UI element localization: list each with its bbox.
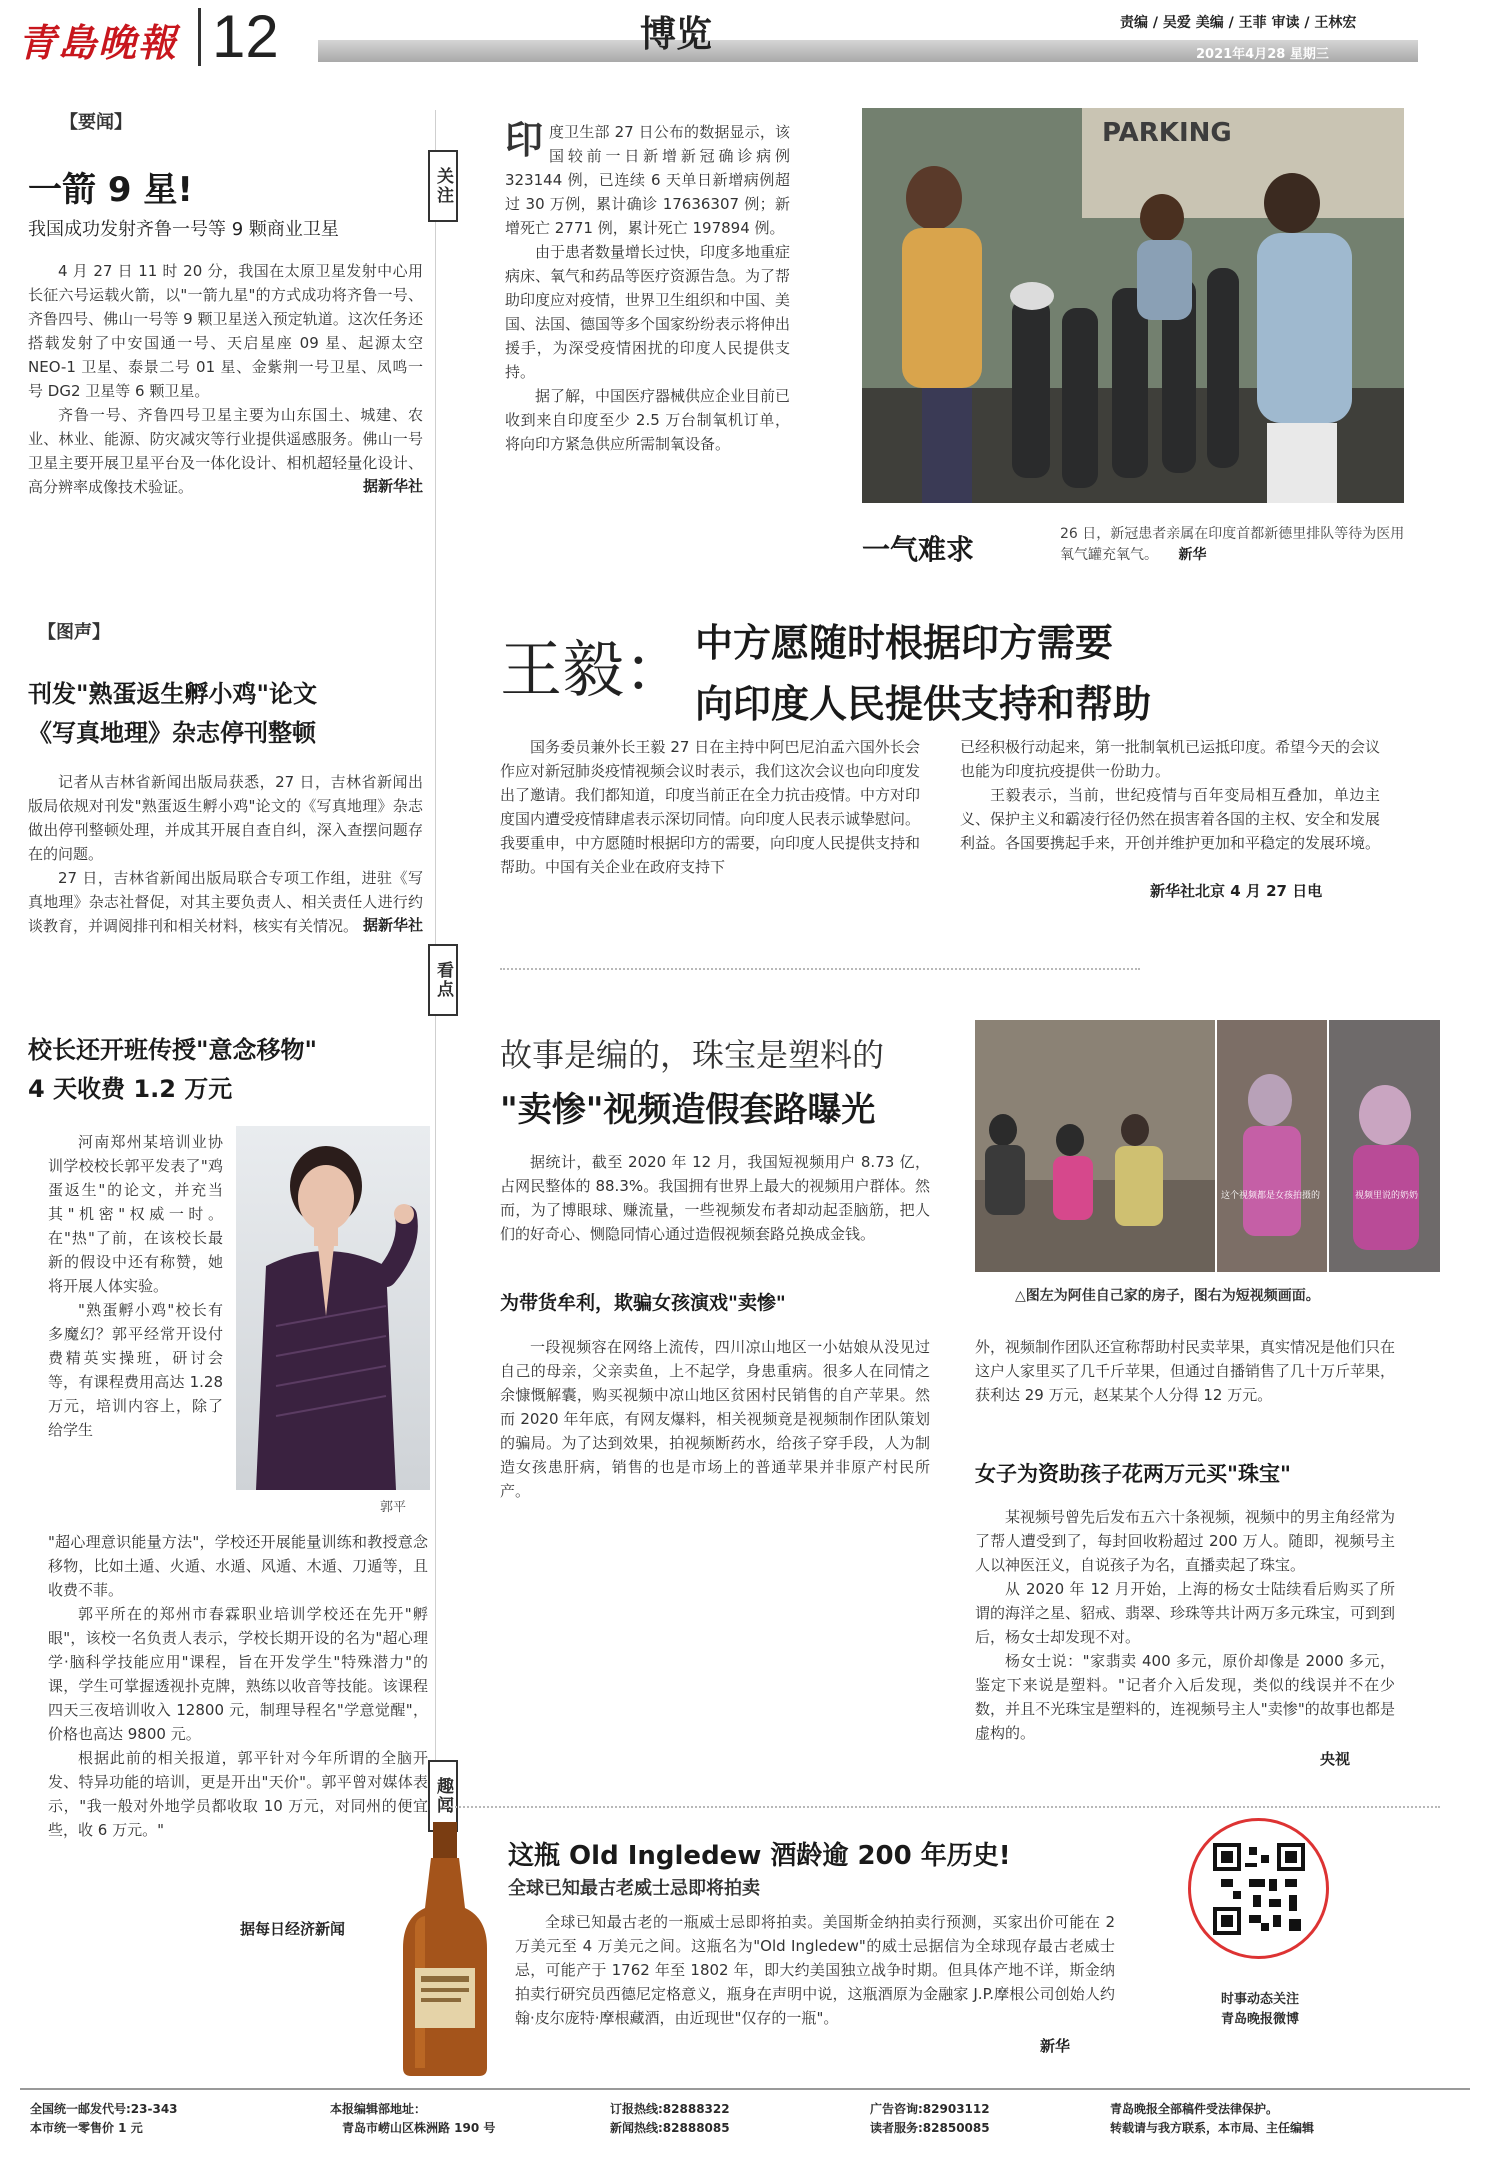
india-headline	[695, 612, 1151, 728]
footer-line: 本市统一零售价 1 元	[30, 2121, 143, 2136]
footer-rule	[20, 2088, 1470, 2090]
paper-logo: 青島晚報	[18, 20, 179, 65]
photo-caption	[1060, 524, 1410, 566]
footer-col	[30, 2100, 178, 2138]
drop-cap: 印	[505, 118, 544, 162]
principal-photo	[236, 1126, 430, 1490]
photo-title: 一气难求	[862, 533, 975, 566]
principal-narrow-text	[48, 1130, 223, 1442]
india-paragraph-text: 度卫生部 27 日公布的数据显示，该国较前一日新增新冠确诊病例 323144 例，已连续 6 天单日新增病例超过 30 万例，累计确诊 17636307 例；新增死亡 2771 例，累计死亡 197894 例。	[505, 123, 790, 237]
video-photo-illustration	[975, 1020, 1440, 1272]
india-story-paragraph: 国务委员兼外长王毅 27 日在主持中阿巴尼泊孟六国外长会作应对新冠肺炎疫情视频会议时表示，我们这次会议也向印度发出了邀请。我们都知道，印度当前正在全力抗击疫情。中方对印度国内遭受疫情肆虐表示深切同情。向印度人民表示诚挚慰问。我要重申，中方愿随时根据印方的需要，向印度人民提供支持和帮助。中国有关企业在政府支持下	[500, 738, 921, 876]
india-story-paragraph: 王毅表示，当前，世纪疫情与百年变局相互叠加，单边主义、保护主义和霸凌行径仍然在损害着各国的主权、安全和发展利益。各国要携起手来，开创并维护更加和平稳定的发展环境。	[960, 786, 1381, 852]
tag-quwen: 趣闻	[428, 1760, 458, 1832]
india-paragraph: 由于患者数量增长过快，印度多地重症病床、氧气和药品等医疗资源告急。为了帮助印度应对疫情，世界卫生组织和中国、美国、法国、德国等多个国家纷纷表示将伸出援手，为深受疫情困扰的印度人民提供支持。	[505, 243, 791, 381]
masthead-divider	[198, 8, 201, 66]
brief-paragraph: 齐鲁一号、齐鲁四号卫星主要为山东国土、城建、农业、林业、能源、防灾减灾等行业提供遥感服务。佛山一号卫星主要开展卫星平台及一体化设计、相机超轻量化设计、高分辨率成像技术验证。	[28, 406, 423, 496]
video-headline-line1: 故事是编的，珠宝是塑料的	[500, 1036, 885, 1074]
photo-credit: 新华	[1178, 547, 1207, 563]
footer-line: 本报编辑部地址：	[330, 2102, 427, 2116]
paper-paragraph: 27 日，吉林省新闻出版局联合专项工作组，进驻《写真地理》杂志社督促，对其主要负责人、相关责任人进行约谈教育，并调阅排刊和相关材料，核实有关情况。	[28, 869, 423, 935]
video-col2	[975, 1335, 1395, 1407]
principal-portrait-illustration	[236, 1126, 430, 1490]
video-paragraph: 外，视频制作团队还宣称帮助村民卖苹果，真实情况是他们只在这户人家里买了几千斤苹果，但通过自播销售了几十万斤苹果，获利达 29 万元，赵某某个人分得 12 万元。	[975, 1338, 1396, 1404]
whisky-subhead: 全球已知最古老威士忌即将拍卖	[508, 1878, 760, 1899]
india-headline-line1: 中方愿随时根据印方需要	[695, 621, 1114, 665]
paper-paragraph: 记者从吉林省新闻出版局获悉，27 日，吉林省新闻出版局依规对刊发"熟蛋返生孵小鸡"论文的《写真地理》杂志做出停刊整顿处理，并成其开展自查自纠，深入查摆问题存在的问题。	[28, 773, 423, 863]
section-tag: 【要闻】	[60, 112, 132, 133]
video-col1	[500, 1335, 930, 1503]
principal-paragraph: "熟蛋孵小鸡"校长有多魔幻？郭平经常开设付费精英实操班，研讨会等，有课程费用高达 1.28 万元，培训内容上，除了给学生	[48, 1301, 223, 1439]
qr-code-icon	[1213, 1843, 1305, 1935]
video-overlay-caption-1: 这个视频都是女孩拍摄的	[1221, 1191, 1321, 1201]
page-number: 12	[212, 3, 279, 70]
video-paragraph: 杨女士说："家翡卖 400 多元，原价却像是 2000 多元，鉴定下来说是塑料。"记者介入后发现，类似的线误并不在少数，并且不光珠宝是塑料的，连视频号主人"卖惨"的故事也都是虚构的。	[975, 1652, 1395, 1742]
photo-caption-text: 26 日，新冠患者亲属在印度首都新德里排队等待为医用氧气罐充氧气。	[1060, 526, 1405, 563]
video-intro-text: 据统计，截至 2020 年 12 月，我国短视频用户 8.73 亿，占网民整体的 88.3%。我国拥有世界上最大的视频用户群体。然而，为了博眼球、赚流量，一些视频发布者却动起歪脑筋，把人们的好奇心、恻隐同情心通过造假视频套路兑换成金钱。	[500, 1153, 930, 1243]
speaker-name: 王毅：	[500, 633, 687, 706]
video-headline-line2: "卖惨"视频造假套路曝光	[500, 1090, 876, 1130]
paper-story	[28, 618, 423, 935]
parking-sign: PARKING	[1102, 118, 1232, 148]
brief-subhead: 我国成功发射齐鲁一号等 9 颗商业卫星	[28, 219, 339, 240]
video-overlay-caption-2: 视频里说的奶奶	[1355, 1191, 1419, 1201]
paper-credit: 据新华社	[362, 916, 423, 934]
india-story-col1	[500, 735, 920, 879]
video-subhead-2: 女子为资助孩子花两万元买"珠宝"	[975, 1462, 1291, 1486]
principal-headline-line1: 校长还开班传授"意念移物"	[28, 1036, 318, 1064]
video-col2b	[975, 1505, 1395, 1745]
tag-guanzhu: 关注	[428, 150, 458, 222]
india-paragraph: 据了解，中国医疗器械供应企业目前已收到来自印度至少 2.5 万台制氧机订单，将向印方紧急供应所需制氧设备。	[505, 387, 791, 453]
oxygen-photo-illustration	[862, 108, 1404, 503]
footer-line: 广告咨询:82903112	[870, 2102, 990, 2116]
india-headline-line2: 向印度人民提供支持和帮助	[695, 682, 1152, 726]
paper-headline-line1: 刊发"熟蛋返生孵小鸡"论文	[28, 680, 318, 708]
brief-paragraph: 4 月 27 日 11 时 20 分，我国在太原卫星发射中心用长征六号运载火箭，以"一箭九星"的方式成功将齐鲁一号、齐鲁四号、佛山一号等 9 颗卫星送入预定轨道。这次任务还搭载发射了中安国通一号、天启星座 09 星、起源太空 NEO-1 卫星、泰景二号 01 星、金紫荆一号卫星、凤鸣一号 DG2 卫星等 6 颗卫星。	[28, 262, 423, 400]
footer-line: 订报热线:82888322	[610, 2102, 730, 2116]
footer-line: 青岛市崂山区株洲路 190 号	[342, 2121, 496, 2136]
section-divider	[440, 1806, 1440, 1808]
section-divider	[500, 968, 1140, 970]
paper-headline-line2: 《写真地理》杂志停刊整顿	[28, 719, 316, 747]
principal-story	[28, 1030, 423, 1104]
principal-paragraph: "超心理意识能量方法"，学校还开展能量训练和教授意念移物，比如土遁、火遁、水遁、风遁、木遁、刀遁等，且收费不菲。	[48, 1533, 428, 1599]
india-story-paragraph: 已经积极行动起来，第一批制氧机已运抵印度。希望今天的会议也能为印度抗疫提供一份助力。	[960, 738, 1381, 780]
footer-line: 全国统一邮发代号:23-343	[30, 2102, 178, 2116]
india-story-col2	[960, 735, 1380, 855]
principal-photo-caption: 郭平	[380, 1500, 407, 1515]
video-credit: 央视	[1320, 1750, 1351, 1768]
video-subhead-1: 为带货牟利，欺骗女孩演戏"卖惨"	[500, 1292, 786, 1314]
principal-paragraph: 郭平所在的郑州市春霖职业培训学校还在先开"孵眼"，该校一名负责人表示，学校长期开设的名为"超心理学·脑科学技能应用"课程，旨在开发学生"特殊潜力"的课，学生可掌握透视扑克牌，熟练以收音等技能。该课程四天三夜培训收入 12800 元，制理导程名"学意觉醒"，价格也高达 9800 元。	[48, 1605, 428, 1743]
whisky-headline: 这瓶 Old Ingledew 酒龄逾 200 年历史!	[508, 1841, 1011, 1871]
news-brief	[28, 108, 423, 496]
principal-credit: 据每日经济新闻	[240, 1920, 346, 1938]
video-intro	[500, 1150, 930, 1246]
video-headline	[500, 1030, 884, 1131]
section-tag: 【图声】	[38, 622, 110, 643]
masthead	[0, 0, 1500, 70]
footer-line: 青岛晚报全部稿件受法律保护。	[1110, 2102, 1279, 2116]
india-story-credit: 新华社北京 4 月 27 日电	[1150, 882, 1323, 900]
whisky-bottle-photo	[395, 1818, 495, 2080]
video-photo	[975, 1020, 1440, 1272]
whisky-paragraph: 全球已知最古老的一瓶威士忌即将拍卖。美国斯金纳拍卖行预测，买家出价可能在 2 万美元至 4 万美元之间。这瓶名为"Old Ingledew"的威士忌据信为全球现存最古老威士忌，可能产于 1762 年至 1802 年，即大约美国独立战争时期。但具体产地不详，斯金纳拍卖行研究员西德尼定格意义，瓶身在声明中说，这瓶酒原为金融家 J.P.摩根公司创始人约翰·皮尔庞特·摩根藏酒，由近现世"仅存的一瓶"。	[515, 1913, 1115, 2027]
india-text-block	[505, 120, 790, 456]
video-paragraph: 从 2020 年 12 月开始，上海的杨女士陆续看后购买了所谓的海洋之星、貂戒、翡翠、珍珠等共计两万多元珠宝，可到到后，杨女士却发现不对。	[975, 1580, 1396, 1646]
footer-line: 新闻热线:82888085	[610, 2121, 730, 2136]
india-paragraph	[505, 120, 790, 240]
brief-credit: 据新华社	[362, 477, 423, 495]
footer-line: 转载请与我方联系，本市局、主任编辑	[1110, 2121, 1315, 2136]
footer-col	[1110, 2100, 1314, 2138]
principal-wide-text	[48, 1530, 428, 1842]
principal-paragraph: 河南郑州某培训业协训学校校长郭平发表了"鸡蛋返生"的论文，并充当其"机密"权威一时。在"热"了前，在该校长最新的假设中还有称赞，她将开展人体实验。	[48, 1133, 223, 1295]
section-title: 博览	[640, 14, 713, 55]
editors-line: 责编 / 吴爱 美编 / 王菲 审读 / 王林宏	[1120, 15, 1357, 31]
footer-col	[330, 2100, 495, 2138]
footer-line: 读者服务:82850085	[870, 2121, 990, 2136]
qr-code[interactable]	[1188, 1818, 1329, 1959]
video-paragraph: 一段视频容在网络上流传，四川凉山地区一小姑娘从没见过自己的母亲，父亲卖鱼，上不起学，身患重病。很多人在同情之余慷慨解囊，购买视频中凉山地区贫困村民销售的自产苹果。然而 2020 年年底，有网友爆料，相关视频竟是视频制作团队策划的骗局。为了达到效果，拍视频断药水，给孩子穿手段，人为制造女孩患肝病，销售的也是市场上的普通苹果并非原产村民所产。	[500, 1338, 930, 1500]
principal-headline-line2: 4 天收费 1.2 万元	[28, 1075, 233, 1103]
whisky-bottle-illustration	[395, 1818, 495, 2080]
whisky-text	[515, 1910, 1115, 2030]
video-photo-caption: △图左为阿佳自己家的房子，图右为短视频画面。	[1015, 1288, 1320, 1304]
video-paragraph: 某视频号曾先后发布五六十条视频，视频中的男主角经常为了帮人遭受到了，每封回收粉超过 200 万人。随即，视频号主人以神医汪义，自说孩子为名，直播卖起了珠宝。	[975, 1508, 1396, 1574]
qr-caption: 时事动态关注 青岛晚报微博	[1220, 1992, 1299, 2027]
footer	[30, 2100, 1470, 2148]
tag-kandian: 看点	[428, 944, 458, 1016]
oxygen-queue-photo	[862, 108, 1404, 503]
whisky-credit: 新华	[1040, 2037, 1071, 2055]
issue-date: 2021年4月28 星期三	[1196, 47, 1329, 62]
footer-col	[610, 2100, 730, 2138]
principal-paragraph: 根据此前的相关报道，郭平针对今年所谓的全脑开发、特异功能的培训，更是开出"天价"。郭平曾对媒体表示，"我一般对外地学员都收取 10 万元，对同州的便宜些，收 6 万元。"	[48, 1749, 428, 1839]
brief-headline: 一箭 9 星!	[28, 170, 193, 210]
footer-col	[870, 2100, 990, 2138]
